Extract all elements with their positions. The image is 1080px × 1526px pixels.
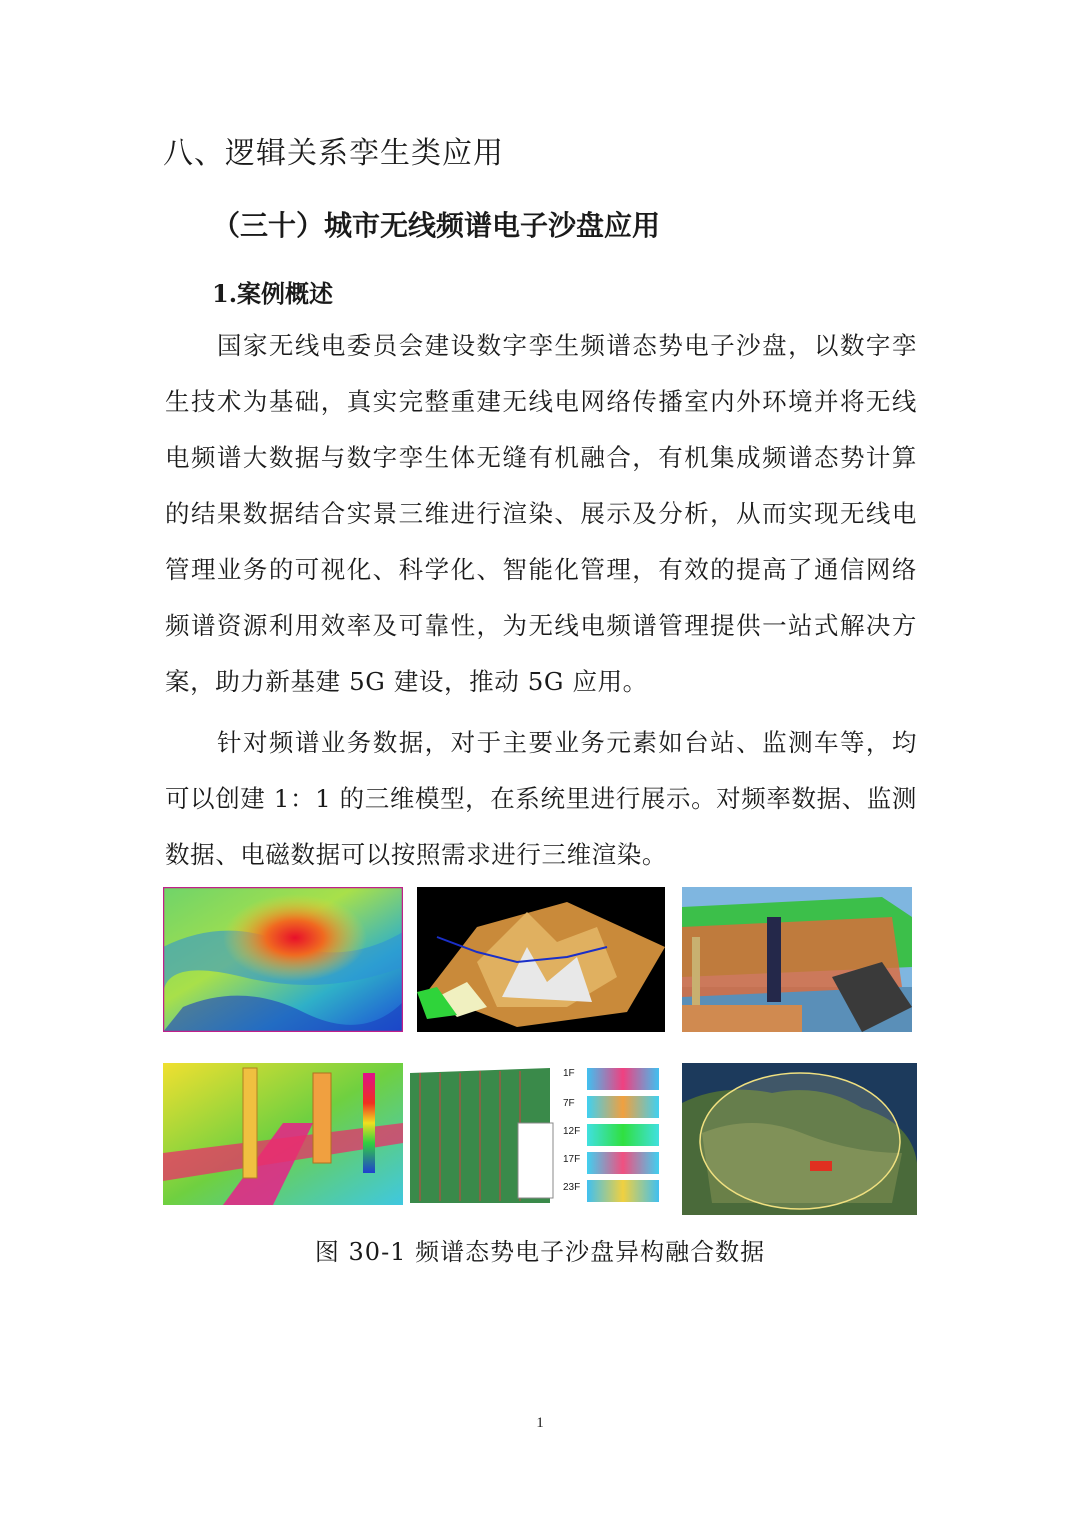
floor-heatmap-23f — [587, 1180, 659, 1202]
city-heatmap-image — [163, 1063, 403, 1205]
paragraph-business-data: 针对频谱业务数据，对于主要业务元素如台站、监测车等，均可以创建 1：1 的三维模型，在系统里进行展示。对频率数据、监测数据、电磁数据可以按照需求进行三维渲染。 — [165, 728, 917, 869]
section-heading: 八、逻辑关系孪生类应用 — [163, 136, 504, 171]
floor-heatmap-17f — [587, 1152, 659, 1174]
station-building-image — [682, 887, 912, 1032]
subsection-heading: （三十）城市无线频谱电子沙盘应用 — [212, 209, 661, 242]
floor-heatmap-list — [563, 1068, 663, 1204]
satellite-coverage-image — [682, 1063, 917, 1215]
floor-heatmap-7f — [587, 1096, 659, 1118]
floor-label-1f: 1F — [563, 1068, 575, 1079]
page-number: 1 — [536, 1415, 544, 1431]
floor-heatmap-1f — [587, 1068, 659, 1090]
floor-label-7f: 7F — [563, 1098, 575, 1109]
floor-label-12f: 12F — [563, 1126, 581, 1137]
paragraph-overview: 国家无线电委员会建设数字孪生频谱态势电子沙盘，以数字孪生技术为基础，真实完整重建无线电网络传播室内外环境并将无线电频谱大数据与数字孪生体无缝有机融合，有机集成频谱态势计算的结果数据结合实景三维进行渲染、展示及分析，从而实现无线电管理业务的可视化、科学化、智能化管理，有效的提高了通信网络频谱资源利用效率及可靠性，为无线电频谱管理提供一站式解决方案，助力新基建 5G 建设，推动 5G 应用。 — [165, 331, 917, 696]
case-heading: 1.案例概述 — [212, 279, 334, 308]
floor-label-17f: 17F — [563, 1154, 581, 1165]
floor-label-23f: 23F — [563, 1182, 581, 1193]
floor-heatmap-12f — [587, 1124, 659, 1146]
mountain-terrain-image — [417, 887, 665, 1032]
terrain-heatmap-image — [163, 887, 403, 1032]
figure-caption: 图 30-1 频谱态势电子沙盘异构融合数据 — [314, 1238, 766, 1266]
